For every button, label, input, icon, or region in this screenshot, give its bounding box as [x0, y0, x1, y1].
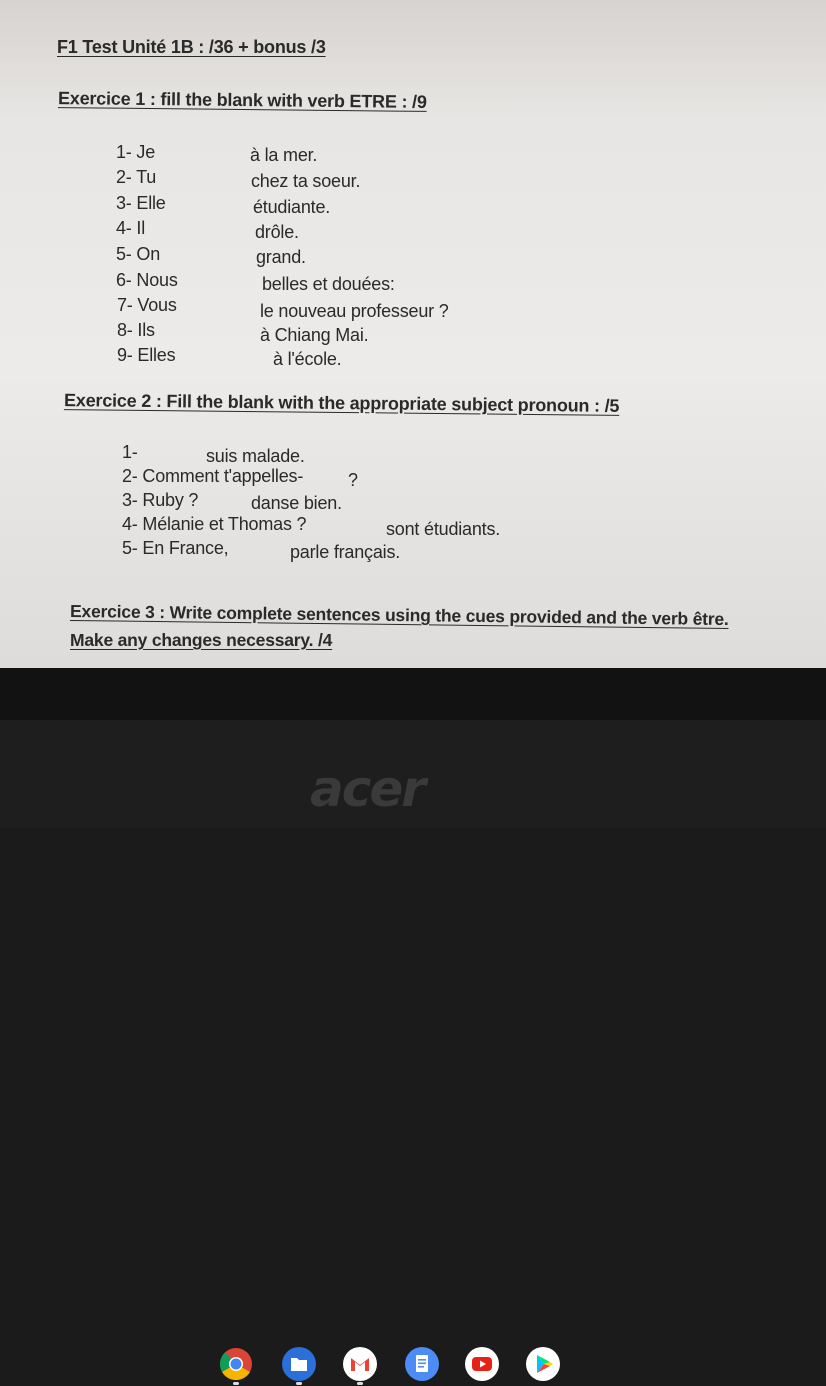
chromeos-shelf	[0, 668, 826, 720]
document-page	[0, 0, 826, 668]
running-indicator	[357, 1382, 363, 1385]
ex1-completion: chez ta soeur.	[251, 171, 361, 191]
test-title: F1 Test Unité 1B : /36 + bonus /3	[57, 37, 326, 57]
ex1-subject: 5- On	[116, 244, 161, 264]
youtube-icon[interactable]	[465, 1347, 499, 1381]
exercise3-header: Exercice 3 : Write complete sentences using the cues provided and the verb être.	[69, 600, 729, 630]
chrome-icon[interactable]	[219, 1347, 253, 1381]
ex2-line-start: 2- Comment t'appelles-	[122, 466, 304, 486]
ex2-line-end: suis malade.	[206, 446, 305, 466]
running-indicator	[296, 1382, 302, 1385]
ex2-line-start: 5- En France,	[122, 538, 229, 558]
ex2-line-end: sont étudiants.	[386, 519, 501, 539]
running-indicator	[233, 1382, 239, 1385]
ex1-subject: 6- Nous	[116, 270, 178, 290]
screen	[0, 0, 826, 668]
ex1-completion: drôle.	[255, 222, 299, 242]
ex1-completion: étudiante.	[253, 197, 331, 217]
acer-logo: acer	[310, 760, 424, 818]
ex2-line-start: 4- Mélanie et Thomas ?	[122, 514, 307, 534]
gmail-icon[interactable]	[343, 1347, 377, 1381]
ex1-completion: belles et douées:	[262, 274, 395, 294]
play-store-icon[interactable]	[526, 1347, 560, 1381]
ex2-line-start: 1-	[122, 442, 138, 462]
ex2-line-start: 3- Ruby ?	[122, 490, 199, 510]
ex1-subject: 4- Il	[116, 218, 146, 238]
ex1-subject: 9- Elles	[117, 345, 176, 365]
ex1-subject: 2- Tu	[116, 167, 157, 187]
ex1-completion: grand.	[256, 247, 306, 267]
exercise1-header: Exercice 1 : fill the blank with verb ETRE : /9	[57, 88, 427, 112]
ex1-completion: à la mer.	[250, 145, 318, 165]
docs-icon[interactable]	[405, 1347, 439, 1381]
ex2-line-end: danse bien.	[251, 493, 342, 513]
ex1-completion: le nouveau professeur ?	[260, 301, 449, 321]
ex1-completion: à l'école.	[273, 349, 342, 369]
exercise2-header: Exercice 2 : Fill the blank with the appropriate subject pronoun : /5	[63, 390, 620, 416]
ex1-subject: 8- Ils	[117, 320, 155, 340]
ex1-subject: 3- Elle	[116, 193, 166, 213]
files-icon[interactable]	[282, 1347, 316, 1381]
ex1-subject: 7- Vous	[117, 295, 177, 315]
ex1-subject: 1- Je	[116, 142, 156, 162]
ex2-line-end: parle français.	[290, 542, 401, 562]
ex1-completion: à Chiang Mai.	[260, 325, 369, 345]
ex2-line-end: ?	[348, 470, 358, 490]
exercise3-subheader: Make any changes necessary. /4	[70, 630, 333, 650]
